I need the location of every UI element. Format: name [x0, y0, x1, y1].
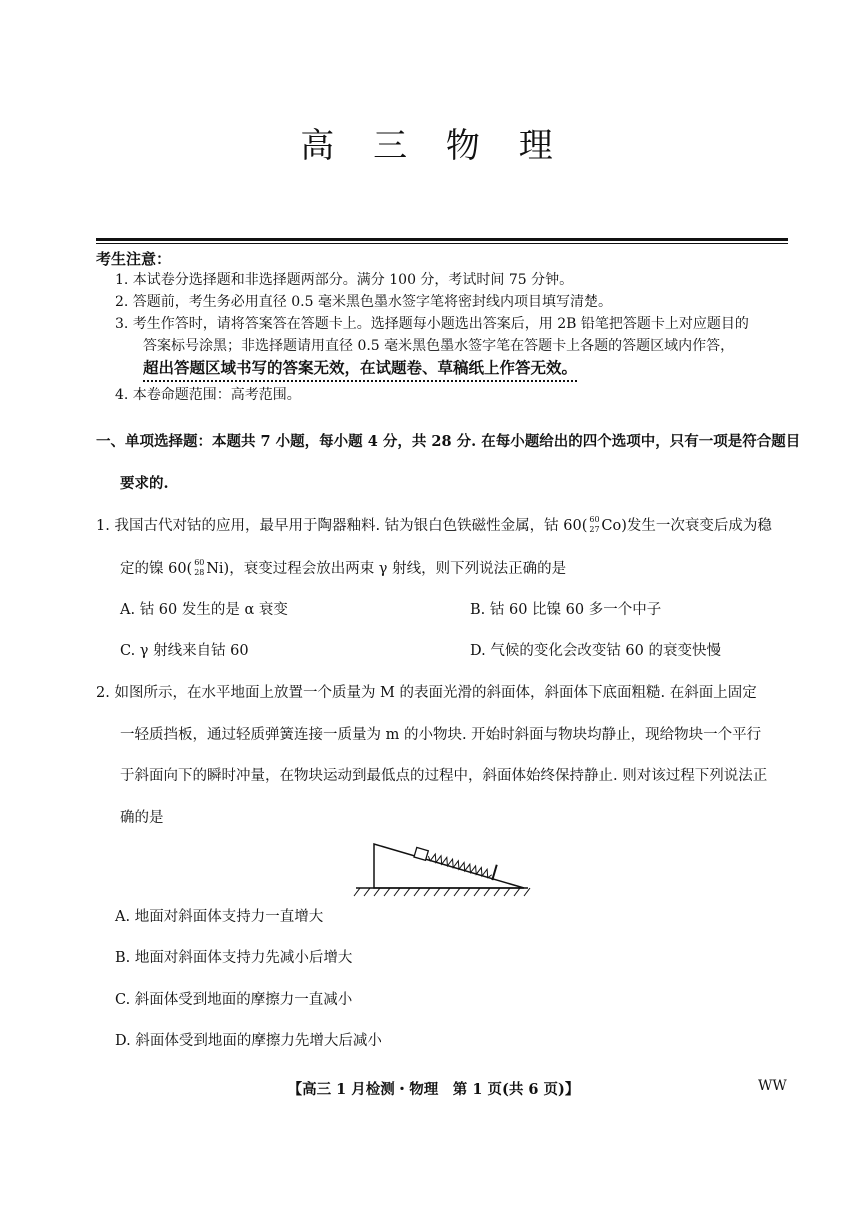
notice-item-1: 1. 本试卷分选择题和非选择题两部分。满分 100 分，考试时间 75 分钟。: [115, 272, 574, 288]
q2-option-c: C. 斜面体受到地面的摩擦力一直减小: [115, 992, 353, 1008]
notice-item-4: 4. 本卷命题范围：高考范围。: [115, 387, 301, 403]
q2-line2: 一轻质挡板，通过轻质弹簧连接一质量为 m 的小物块. 开始时斜面与物块均静止，现给物块一个平行: [120, 727, 762, 743]
q1-option-b: B. 钴 60 比镍 60 多一个中子: [470, 602, 662, 618]
notice-item-3: 3. 考生作答时，请将答案答在答题卡上。选择题每小题选出答案后，用 2B 铅笔把答题卡上对应题目的: [115, 316, 749, 332]
q2-line1: 2. 如图所示，在水平地面上放置一个质量为 M 的表面光滑的斜面体，斜面体下底面粗糙. 在斜面上固定: [96, 685, 757, 701]
ni-isotope-label: 60 28: [194, 558, 205, 577]
section-heading: 一、单项选择题：本题共 7 小题，每小题 4 分，共 28 分. 在每小题给出的四个选项中，只有一项是符合题目: [96, 433, 801, 450]
incline-block: [374, 844, 524, 888]
q2-line3: 于斜面向下的瞬时冲量，在物块运动到最低点的过程中，斜面体始终保持静止. 则对该过程下列说法正: [120, 768, 768, 784]
baffle-plate: [492, 865, 496, 880]
q1-line2: 定的镍 60( 60 28 Ni)，衰变过程会放出两束 γ 射线，则下列说法正确的是: [120, 558, 567, 577]
q2-option-b: B. 地面对斜面体支持力先减小后增大: [115, 950, 353, 966]
notice-heading: 考生注意：: [96, 250, 172, 268]
q1-option-a: A. 钴 60 发生的是 α 衰变: [120, 602, 288, 618]
q2-line4: 确的是: [120, 810, 164, 826]
incline-spring-diagram: [352, 840, 532, 898]
header-rule-thin: [96, 243, 788, 244]
header-rule-thick: [96, 238, 788, 241]
notice-emphasis: 超出答题区域书写的答案无效，在试题卷、草稿纸上作答无效。: [143, 359, 578, 377]
ground-hatching: [354, 888, 530, 896]
notice-item-3-cont: 答案标号涂黑；非选择题请用直径 0.5 毫米黑色墨水签字笔在答题卡上各题的答题区域内作答，: [143, 338, 735, 354]
section-heading-cont: 要求的.: [120, 475, 169, 492]
small-block: [414, 847, 428, 860]
q2-option-a: A. 地面对斜面体支持力一直增大: [115, 909, 324, 925]
q2-option-d: D. 斜面体受到地面的摩擦力先增大后减小: [115, 1033, 382, 1049]
q1-line1: 1. 我国古代对钴的应用，最早用于陶器釉料. 钴为银白色铁磁性金属，钴 60( 60 27 Co)发生一次衰变后成为稳: [96, 515, 772, 534]
q1-option-d: D. 气候的变化会改变钴 60 的衰变快慢: [470, 643, 721, 659]
footer-code: WW: [758, 1078, 787, 1094]
notice-item-2: 2. 答题前，考生务必用直径 0.5 毫米黑色墨水签字笔将密封线内项目填写清楚。: [115, 294, 612, 310]
page-footer: 【高三 1 月检测・物理 第 1 页(共 6 页)】: [287, 1081, 580, 1098]
page-title: 高 三 物 理: [300, 126, 567, 166]
q1-option-c: C. γ 射线来自钴 60: [120, 643, 249, 659]
co-isotope-label: 60 27: [589, 515, 600, 534]
